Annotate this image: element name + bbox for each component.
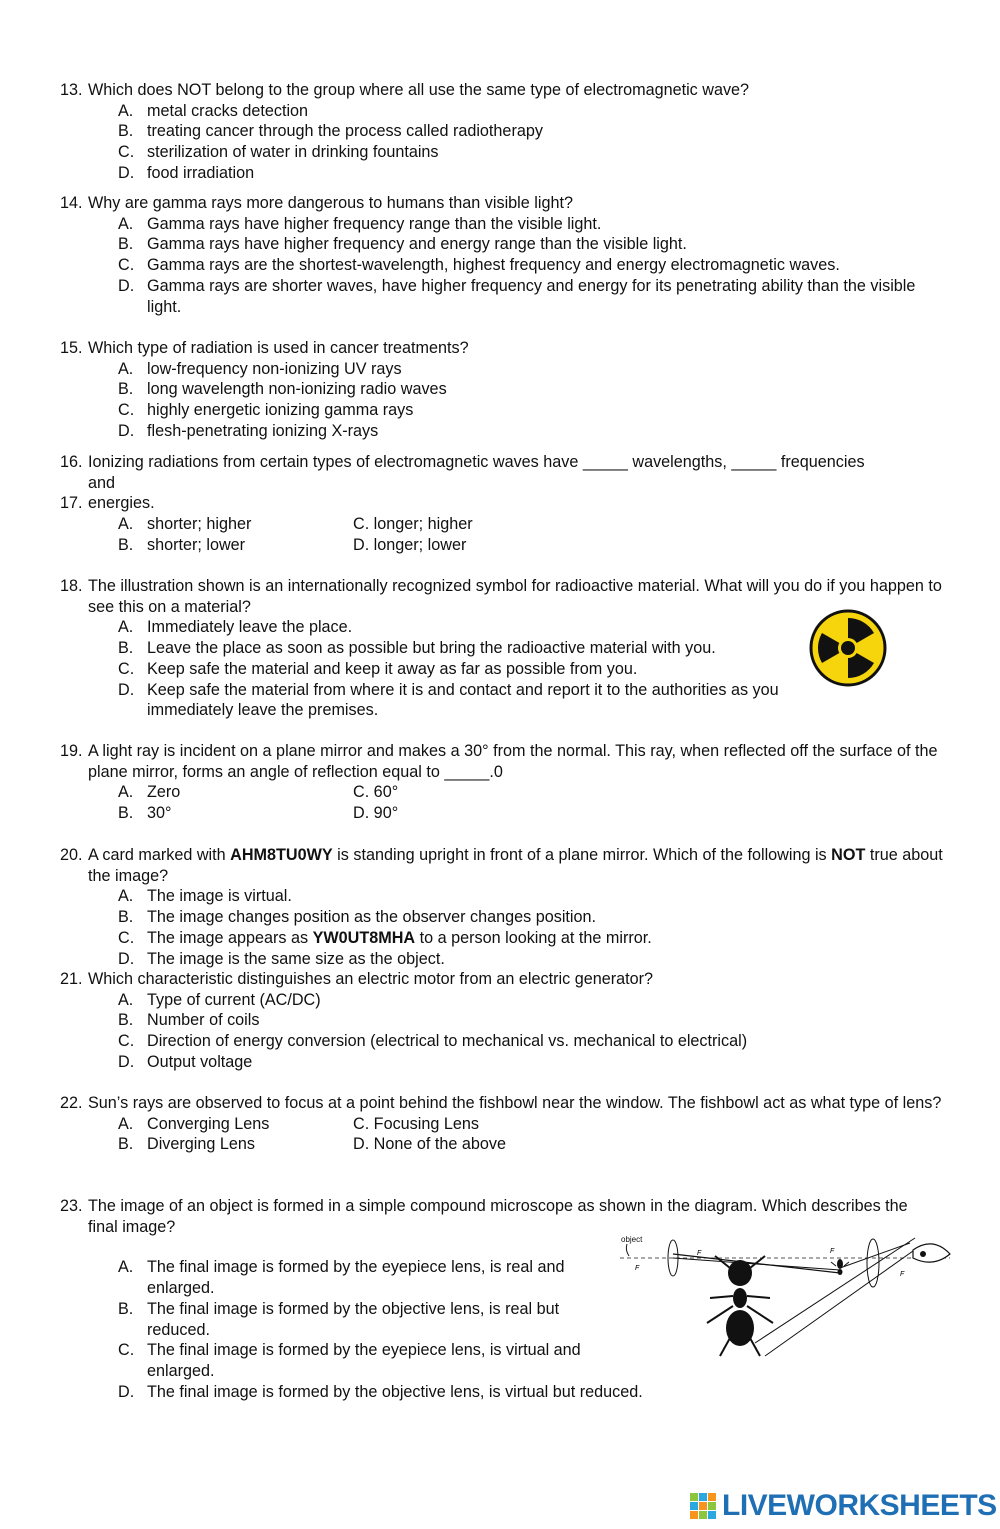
option-d[interactable]: D. Keep safe the material from where it is and contact and report it to the authorities as you immediately leave the premises. [118,680,779,720]
option-d[interactable]: D. Gamma rays are shorter waves, have higher frequency and energy for its penetrating ability than the visible light. [118,276,916,316]
option-b[interactable]: B. Leave the place as soon as possible but bring the radioactive material with you. [118,639,716,658]
question-text: Ionizing radiations from certain types of electromagnetic waves have _____ wavelengths, _____ frequencies and [88,453,865,492]
option-c[interactable]: C. sterilization of water in drinking fountains [118,143,439,162]
question-text: Which characteristic distinguishes an electric motor from an electric generator? [88,970,653,988]
option-b[interactable]: B. shorter; lower [118,535,246,554]
logo-blocks-icon [690,1493,718,1519]
question-number: 20. [60,846,83,864]
microscope-ray-diagram [615,1228,955,1363]
logo-text: LIVEWORKSHEETS [722,1488,997,1522]
option-b[interactable]: B. 30° [118,804,172,823]
question-16 [60,452,950,555]
question-text-continued: energies. [88,494,155,513]
option-d[interactable]: D. flesh-penetrating ionizing X-rays [118,421,379,440]
option-a[interactable]: A. The final image is formed by the eyepiece lens, is real and enlarged. [118,1258,565,1298]
option-c[interactable]: C. Keep safe the material and keep it away as far as possible from you. [118,659,638,678]
option-c[interactable]: C. 60° [353,783,399,802]
emphasis-not: NOT [831,846,866,864]
question-text: The image of an object is formed in a simple compound microscope as shown in the diagram. Which describes the final image? [88,1197,908,1236]
option-b[interactable]: B. The final image is formed by the objective lens, is real but reduced. [118,1299,560,1339]
question-13 [60,80,950,184]
option-d[interactable]: D. None of the above [353,1135,506,1154]
card-marking: AHM8TU0WY [230,846,333,864]
option-b[interactable]: B. The image changes position as the observer changes position. [118,908,597,927]
focal-label-eyepiece: F [830,1248,835,1255]
focal-label-objective-2: F [697,1250,702,1257]
question-15 [60,338,950,442]
option-d[interactable]: D. The image is the same size as the object. [118,949,445,968]
option-d[interactable]: D. food irradiation [118,163,255,182]
option-a[interactable]: A. The image is virtual. [118,887,292,906]
question-text: Why are gamma rays more dangerous to humans than visible light? [88,194,573,212]
option-c[interactable]: C. The final image is formed by the eyepiece lens, is virtual and enlarged. [118,1341,581,1380]
option-d[interactable]: D. The final image is formed by the objective lens, is virtual but reduced. [118,1382,643,1401]
question-number: 15. [60,339,83,357]
option-b[interactable]: B. treating cancer through the process called radiotherapy [118,122,543,141]
option-c[interactable]: C. longer; higher [353,515,473,534]
question-number: 23. [60,1197,83,1215]
option-a[interactable]: A. Gamma rays have higher frequency range than the visible light. [118,214,602,233]
question-21 [60,969,950,1073]
question-number: 14. [60,194,83,212]
ant-image-icon [707,1256,773,1356]
option-a[interactable]: A. shorter; higher [118,515,252,534]
option-d[interactable]: D. Output voltage [118,1052,253,1071]
question-22 [60,1093,950,1155]
eye-icon [913,1244,950,1262]
question-number: 16. [60,453,83,471]
question-number: 19. [60,742,83,760]
question-20: 20. A card marked with AHM8TU0WY is standing upright in front of a plane mirror. Which of the following is NOT true about the image? A. The image is virtual. B. The image changes position as the observer changes position. C. The image appears as YW0UT8MHA to a person looking at the mirror. D. The image is the same size as the object. [60,845,950,969]
question-14 [60,193,950,317]
option-c[interactable]: C. Gamma rays are the shortest-wavelength, highest frequency and energy electromagnetic waves. [118,256,840,275]
question-number-17: 17. [60,494,83,513]
option-a[interactable]: A. Zero [118,783,181,802]
option-a[interactable]: A. metal cracks detection [118,101,309,120]
question-number: 13. [60,81,83,99]
question-number: 22. [60,1094,83,1112]
question-text: Sun’s rays are observed to focus at a point behind the fishbowl near the window. The fishbowl act as what type of lens? [88,1094,942,1112]
liveworksheets-logo [690,1488,997,1524]
object-label: object [621,1235,643,1244]
option-c[interactable]: C. highly energetic ionizing gamma rays [118,401,414,420]
focal-label-objective: F [635,1265,640,1272]
option-b[interactable]: B. Gamma rays have higher frequency and energy range than the visible light. [118,235,687,254]
question-number: 21. [60,970,83,988]
question-number: 18. [60,577,83,595]
question-text: A light ray is incident on a plane mirror and makes a 30° from the normal. This ray, when reflected off the surface of the plane mirror, forms an angle of reflection equal to _____.0 [88,742,938,781]
question-text: Which type of radiation is used in cancer treatments? [88,339,469,357]
option-b[interactable]: B. long wavelength non-ionizing radio waves [118,380,447,399]
question-19 [60,741,950,824]
option-a[interactable]: A. Converging Lens [118,1114,270,1133]
option-c[interactable]: C. Direction of energy conversion (electrical to mechanical vs. mechanical to electrical) [118,1032,748,1051]
option-c[interactable]: C. Focusing Lens [353,1114,479,1133]
focal-label-eyepiece-2: F [900,1271,905,1278]
option-c[interactable]: C. The image appears as YW0UT8MHA to a person looking at the mirror. [118,928,652,947]
option-a[interactable]: A. Immediately leave the place. [118,618,353,637]
option-d[interactable]: D. 90° [353,804,399,823]
question-text: The illustration shown is an internationally recognized symbol for radioactive material. What will you do if you happen to see this on a material? [88,577,942,616]
option-b[interactable]: B. Number of coils [118,1011,260,1030]
question-text: Which does NOT belong to the group where all use the same type of electromagnetic wave? [88,81,750,99]
option-b[interactable]: B. Diverging Lens [118,1135,255,1154]
option-a[interactable]: A. low-frequency non-ionizing UV rays [118,359,402,378]
option-a[interactable]: A. Type of current (AC/DC) [118,990,321,1009]
option-d[interactable]: D. longer; lower [353,535,467,554]
radiation-hazard-icon [808,608,888,688]
